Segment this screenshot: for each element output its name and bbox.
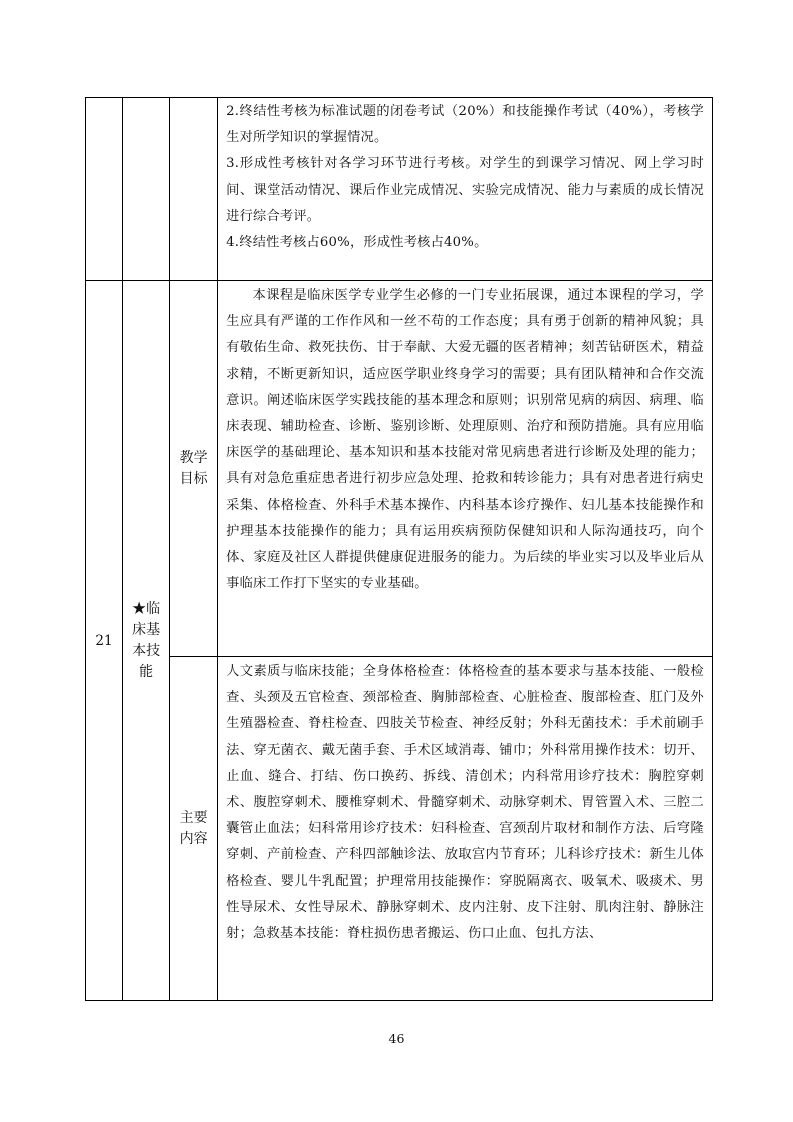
assessment-line-4: 4.终结性考核占60%，形成性考核占40%。	[226, 235, 488, 251]
goals-content-cell	[218, 281, 713, 657]
content-label-cell	[170, 657, 218, 1001]
assessment-cell	[218, 98, 713, 281]
main-content-cell	[218, 657, 713, 1001]
cell-empty-number	[86, 98, 123, 281]
goals-label-line-2: 目标	[179, 470, 208, 487]
table-row-content	[86, 657, 713, 1001]
goals-label-line-1: 教学	[179, 449, 208, 466]
cell-empty-label	[170, 98, 218, 281]
cell-empty-name	[123, 98, 170, 281]
content-label-line-2: 内容	[179, 830, 208, 847]
course-name-cell	[123, 281, 170, 1001]
course-name-line-3: 本技	[132, 642, 161, 659]
course-table	[85, 97, 713, 1001]
assessment-line-2: 2.终结性考核为标准试题的闭卷考试（20%）和技能操作考试（40%），考核学生对所学知识的掌握情况。	[226, 104, 704, 146]
course-name-line-1: ★临	[132, 600, 161, 617]
table-row-previous-course-assessment	[86, 98, 713, 281]
course-name-line-2: 床基	[132, 621, 161, 638]
assessment-line-3: 3.形成性考核针对各学习环节进行考核。对学生的到课学习情况、网上学习时间、课堂活动情况、课后作业完成情况、实验完成情况、能力与素质的成长情况进行综合考评。	[226, 156, 704, 224]
goals-text: 本课程是临床医学专业学生必修的一门专业拓展课，通过本课程的学习，学生应具有严谨的工作作风和一丝不苟的工作态度；具有勇于创新的精神风貌；具有敬佑生命、救死扶伤、甘于奉献、大爱无疆的医者精神；刻苦钻研医术，精益求精，不断更新知识，适应医学职业终身学习的需要；具有团队精神和合作交流意识。阐述临床医学实践技能的基本理念和原则；识别常见病的病因、病理、临床表现、辅助检查、诊断、鉴别诊断、处理原则、治疗和预防措施。具有应用临床医学的基础理论、基本知识和基本技能对常见病患者进行诊断及处理的能力；具有对急危重症患者进行初步应急处理、抢救和转诊能力；具有对患者进行病史采集、体格检查、外科手术基本操作、内科基本诊疗操作、妇儿基本技能操作和护理基本技能操作的能力；具有运用疾病预防保健知识和人际沟通技巧，向个体、家庭及社区人群提供健康促进服务的能力。为后续的毕业实习以及毕业后从事临床工作打下坚实的专业基础。	[226, 288, 704, 592]
page-number: 46	[388, 1031, 405, 1046]
content-label-line-1: 主要	[179, 809, 208, 826]
course-number: 21	[95, 632, 113, 649]
main-content-text: 人文素质与临床技能；全身体格检查：体格检查的基本要求与基本技能、一般检查、头颈及五官检查、颈部检查、胸肺部检查、心脏检查、腹部检查、肛门及外生殖器检查、脊柱检查、四肢关节检查、神经反射；外科无菌技术：手术前刷手法、穿无菌衣、戴无菌手套、手术区域消毒、铺巾；外科常用操作技术：切开、止血、缝合、打结、伤口换药、拆线、清创术；内科常用诊疗技术：胸腔穿刺术、腹腔穿刺术、腰椎穿刺术、骨髓穿刺术、动脉穿刺术、胃管置入术、三腔二囊管止血法；妇科常用诊疗技术：妇科检查、宫颈刮片取材和制作方法、后穹隆穿刺、产前检查、产科四部触诊法、放取宫内节育环；儿科诊疗技术：新生儿体格检查、婴儿牛乳配置；护理常用技能操作：穿脱隔离衣、吸氧术、吸痰术、男性导尿术、女性导尿术、静脉穿刺术、皮内注射、皮下注射、肌肉注射、静脉注射；急救基本技能：脊柱损伤患者搬运、伤口止血、包扎方法、	[226, 664, 704, 942]
table-row-goals	[86, 281, 713, 657]
course-number-cell	[86, 281, 123, 1001]
goals-label-cell	[170, 281, 218, 657]
course-name-line-4: 能	[139, 663, 154, 680]
